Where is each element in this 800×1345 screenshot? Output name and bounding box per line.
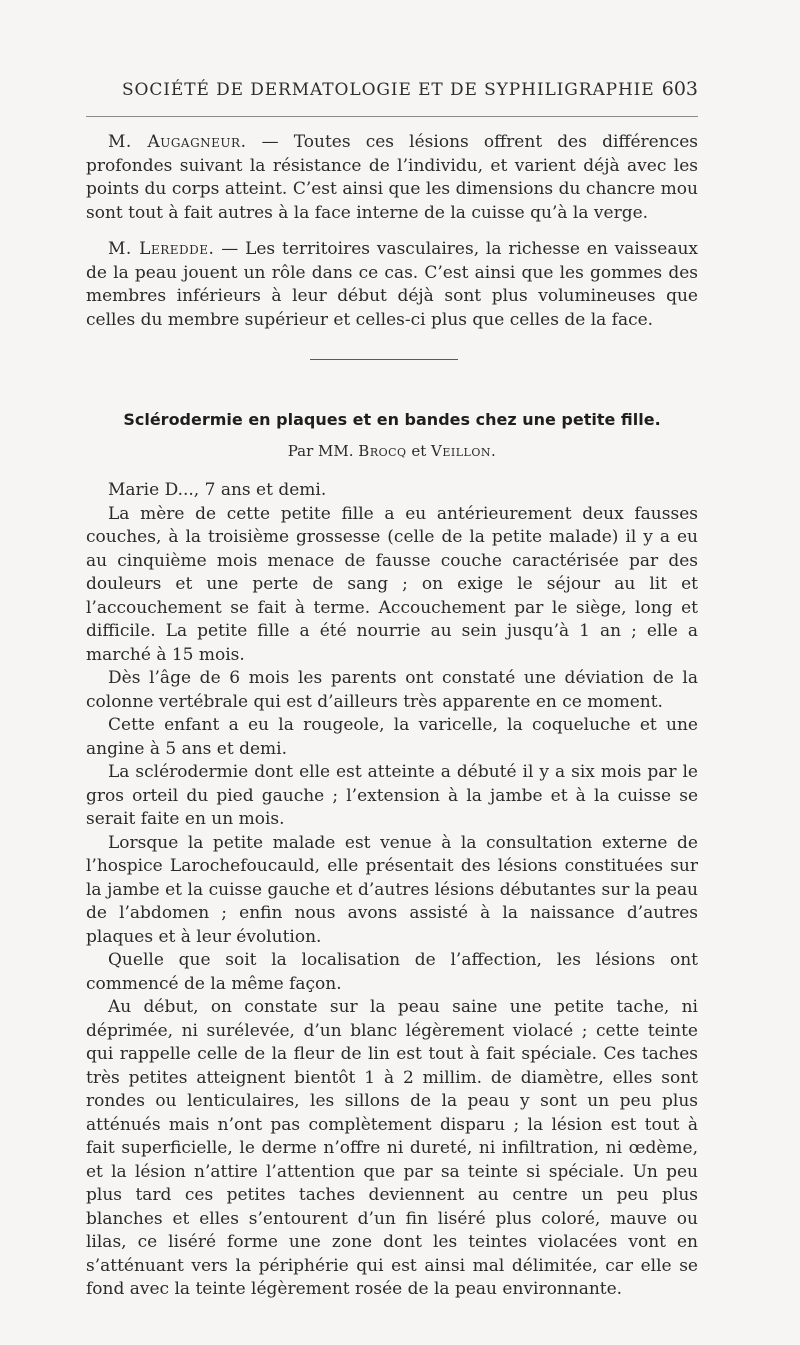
author-brocq: Brocq	[358, 442, 407, 460]
document-page	[66, 0, 700, 1345]
page-number: 603	[661, 78, 698, 100]
author-veillon: Veillon.	[431, 442, 497, 460]
discussion-text: — Les territoires vasculaires, la richesse en vaisseaux de la peau jouent un rôle dans ce cas. C’est ainsi que les gommes des membres inférieurs à leur début déjà sont plus volumineuses que celles du membre supérieur et celles-ci plus que celles de la face.	[86, 239, 698, 330]
body-paragraph: Dès l’âge de 6 mois les parents ont constaté une déviation de la colonne vertébrale qui est d’ailleurs très apparente en ce moment.	[86, 668, 698, 712]
body-paragraph: La mère de cette petite fille a eu antérieurement deux fausses couches, à la troisième grossesse (celle de la petite malade) il y a eu au cinquième mois menace de fausse couche caractérisée par des douleurs et une perte de sang ; on exige le séjour au lit et l’accouchement se fait à terme. Accouchement par le siège, long et difficile. La petite fille a été nourrie au sein jusqu’à 1 an ; elle a marché à 15 mois.	[86, 503, 698, 665]
article-title: Sclérodermie en plaques et en bandes chez une petite fille.	[123, 410, 661, 429]
article-body	[86, 479, 698, 1302]
article-byline	[86, 442, 698, 460]
header-rule	[86, 116, 698, 117]
body-paragraph: Au début, on constate sur la peau saine une petite tache, ni déprimée, ni surélevée, d’un blanc légèrement violacé ; cette teinte qui rappelle celle de la fleur de lin est tout à fait spéciale. Ces taches très petites atteignent bientôt 1 à 2 millim. de diamètre, elles sont rondes ou lenticulaires, les sillons de la peau y sont un peu plus atténués mais n’ont pas complètement disparu ; la lésion est tout à fait superficielle, le derme n’offre ni dureté, ni infiltration, ni œdème, et la lésion n’attire l’attention que par sa teinte si spéciale. Un peu plus tard ces petites taches deviennent au centre un peu plus blanches et elles s’entourent d’un fin liséré plus coloré, mauve ou lilas, ce liséré forme une zone dont les teintes violacées vont en s’atténuant vers la périphérie qui est ainsi mal délimitée, car elle se fond avec la teinte légèrement rosée de la peau environnante.	[86, 997, 698, 1299]
speaker-name: M. Leredde.	[108, 239, 215, 259]
discussion-leredde	[86, 238, 698, 332]
body-paragraph: La sclérodermie dont elle est atteinte a débuté il y a six mois par le gros orteil du pied gauche ; l’extension à la jambe et à la cuisse se serait faite en un mois.	[86, 762, 698, 829]
running-header-title: SOCIÉTÉ DE DERMATOLOGIE ET DE SYPHILIGRAPHIE	[122, 80, 655, 100]
byline-prefix: Par MM.	[287, 442, 354, 460]
discussion-text: — Toutes ces lésions offrent des différences profondes suivant la résistance de l’individu, et varient déjà avec les points du corps atteint. C’est ainsi que les dimensions du chancre mou sont tout à fait autres à la face interne de la cuisse qu’à la verge.	[86, 132, 698, 223]
body-paragraph: Quelle que soit la localisation de l’affection, les lésions ont commencé de la même façon.	[86, 950, 698, 994]
running-header	[66, 78, 700, 108]
byline-join: et	[411, 442, 427, 460]
discussion-augagneur	[86, 131, 698, 225]
speaker-name: M. Augagneur.	[108, 132, 247, 152]
body-paragraph: Lorsque la petite malade est venue à la consultation externe de l’hospice Larochefoucauld, elle présentait des lésions constituées sur la jambe et la cuisse gauche et d’autres lésions débutantes sur la peau de l’abdomen ; enfin nous avons assisté à la naissance d’autres plaques et à leur évolution.	[86, 832, 698, 947]
body-paragraph: Cette enfant a eu la rougeole, la varicelle, la coqueluche et une angine à 5 ans et demi.	[86, 715, 698, 759]
body-paragraph: Marie D..., 7 ans et demi.	[108, 480, 327, 500]
section-separator	[310, 359, 458, 360]
